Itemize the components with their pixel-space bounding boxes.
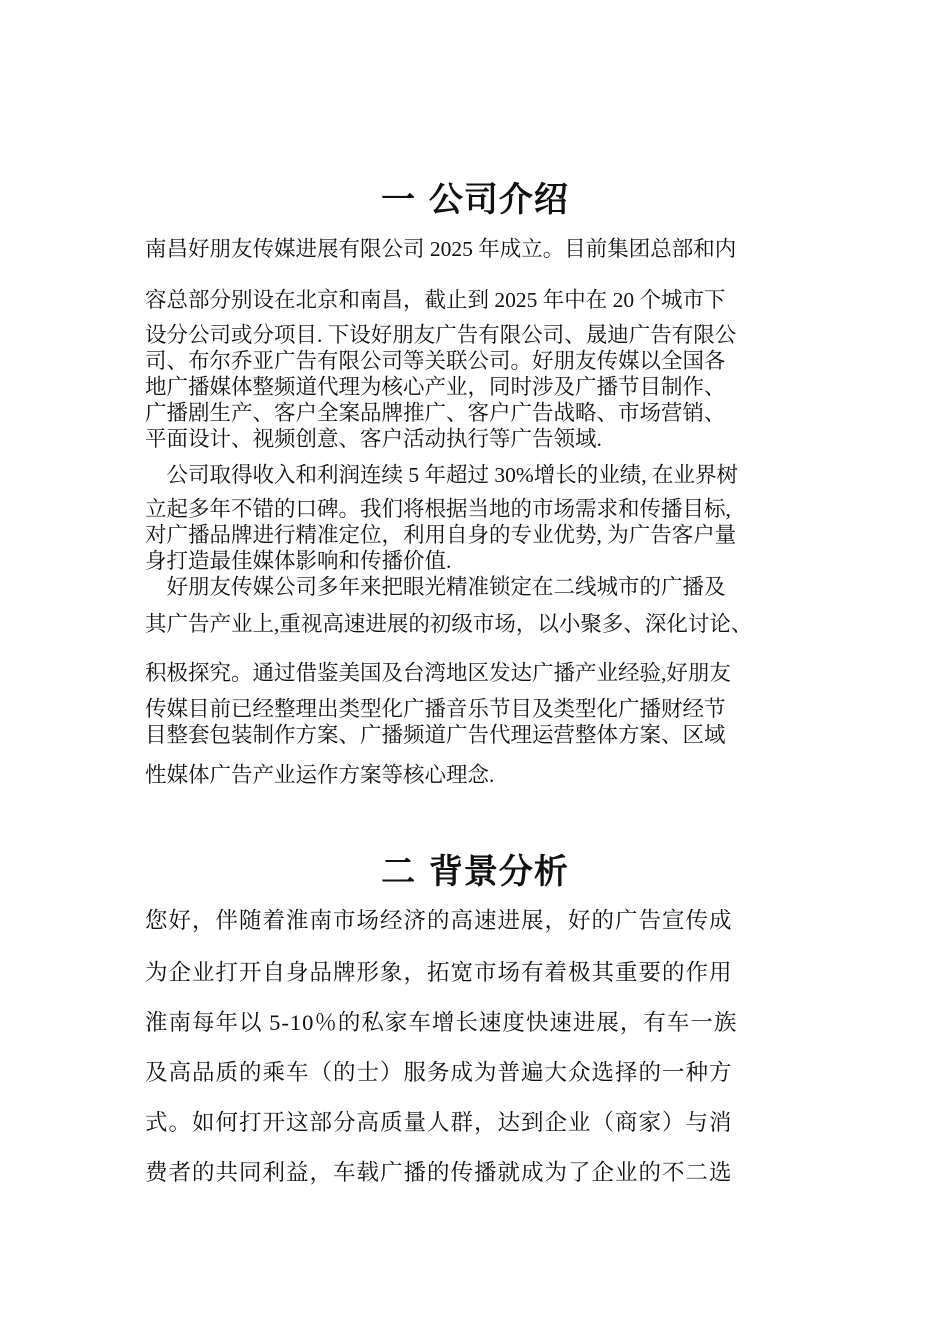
paragraph-line: 容总部分别设在北京和南昌，截止到 2025 年中在 20 个城市下 bbox=[145, 288, 726, 312]
paragraph-line: 设分公司或分项目. 下设好朋友广告有限公司、晟迪广告有限公 bbox=[145, 323, 737, 347]
paragraph-line: 性媒体广告产业运作方案等核心理念. bbox=[145, 763, 495, 787]
paragraph-line: 式。如何打开这部分高质量人群，达到企业（商家）与消 bbox=[145, 1110, 733, 1135]
paragraph-line: 费者的共同利益，车载广播的传播就成为了企业的不二选 bbox=[145, 1160, 733, 1185]
paragraph-line: 传媒目前已经整理出类型化广播音乐节目及类型化广播财经节 bbox=[145, 697, 726, 721]
paragraph-line: 平面设计、视频创意、客户活动执行等广告领域. bbox=[145, 427, 602, 451]
paragraph-line: 立起多年不错的口碑。我们将根据当地的市场需求和传播目标, bbox=[145, 497, 731, 521]
paragraph-line: 其广告产业上,重视高速进展的初级市场，以小聚多、深化讨论、 bbox=[145, 612, 753, 636]
section-heading-background-analysis: 二 背景分析 bbox=[381, 852, 569, 892]
paragraph-line: 身打造最佳媒体影响和传播价值. bbox=[145, 549, 452, 573]
paragraph-line: 公司取得收入和利润连续 5 年超过 30%增长的业绩, 在业界树 bbox=[145, 463, 739, 487]
paragraph-line: 广播剧生产、客户全案品牌推广、客户广告战略、市场营销、 bbox=[145, 401, 726, 425]
paragraph-line: 好朋友传媒公司多年来把眼光精准锁定在二线城市的广播及 bbox=[145, 575, 726, 599]
paragraph-line: 及高品质的乘车（的士）服务成为普遍大众选择的一种方 bbox=[145, 1060, 733, 1085]
paragraph-line: 目整套包装制作方案、广播频道广告代理运营整体方案、区域 bbox=[145, 723, 726, 747]
paragraph-line: 地广播媒体整频道代理为核心产业，同时涉及广播节目制作、 bbox=[145, 375, 726, 399]
paragraph-line: 司、布尔乔亚广告有限公司等关联公司。好朋友传媒以全国各 bbox=[145, 349, 726, 373]
paragraph-line: 对广播品牌进行精准定位，利用自身的专业优势, 为广告客户量 bbox=[145, 523, 737, 547]
section-heading-company-intro: 一 公司介绍 bbox=[381, 180, 569, 220]
paragraph-line: 南昌好朋友传媒进展有限公司 2025 年成立。目前集团总部和内 bbox=[145, 237, 737, 261]
paragraph-line: 淮南每年以 5-10％的私家车增长速度快速进展，有车一族 bbox=[145, 1010, 738, 1035]
paragraph-line: 您好，伴随着淮南市场经济的高速进展，好的广告宣传成 bbox=[145, 908, 733, 933]
paragraph-line: 积极探究。通过借鉴美国及台湾地区发达广播产业经验,好朋友 bbox=[145, 661, 731, 685]
paragraph-line: 为企业打开自身品牌形象，拓宽市场有着极其重要的作用 bbox=[145, 960, 733, 985]
